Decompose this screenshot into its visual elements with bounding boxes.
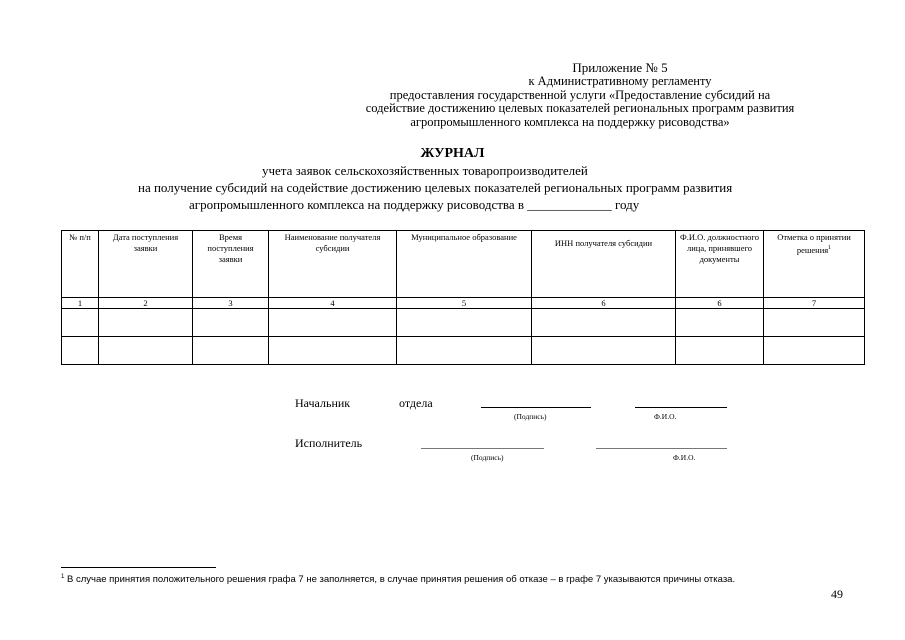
column-number: 5 [397, 298, 532, 309]
table-cell [193, 337, 269, 365]
executor-signature-line [421, 448, 544, 449]
table-header-row [62, 231, 865, 298]
appendix-regulation: к Административному регламенту [528, 74, 712, 88]
header-cell: № п/п [62, 231, 99, 298]
table-cell [269, 309, 397, 337]
page-number: 49 [831, 587, 843, 601]
header-cell: Муниципальное образование [397, 231, 532, 298]
table-cell [397, 337, 532, 365]
chief-name-caption: Ф.И.О. [654, 412, 677, 421]
table-cell [676, 337, 764, 365]
chief-signature-line [481, 407, 591, 408]
header-cell-text: Отметка о принятии решения [777, 232, 851, 255]
column-number: 7 [764, 298, 865, 309]
subtitle-line-3: агропромышленного комплекса на поддержку рисоводства в _____________ году [189, 197, 640, 212]
footnote [61, 574, 735, 585]
table-cell [62, 337, 99, 365]
table-row [62, 337, 865, 365]
column-number: 6 [676, 298, 764, 309]
page-title: ЖУРНАЛ [420, 146, 485, 161]
appendix-service-line: предоставления государственной услуги «Предоставление субсидий на [389, 88, 771, 102]
table-cell [62, 309, 99, 337]
table-cell [99, 309, 193, 337]
executor-signature-caption: (Подпись) [471, 453, 504, 462]
subtitle-line-2: на получение субсидий на содействие достижению целевых показателей региональных программ развития [138, 180, 733, 195]
table-number-row [62, 298, 865, 309]
header-cell: Наименование получателя субсидии [269, 231, 397, 298]
header-cell-text: ИНН получателя субсидии [554, 238, 653, 248]
header-cell: Ф.И.О. должностного лица, принявшего документы [676, 231, 764, 298]
table-cell [532, 337, 676, 365]
table-cell [764, 309, 865, 337]
footnote-separator [61, 567, 216, 568]
header-cell [532, 231, 676, 298]
header-cell [764, 231, 865, 298]
appendix-complex-line: агропромышленного комплекса на поддержку рисоводства» [410, 115, 730, 129]
table-cell [99, 337, 193, 365]
table-cell [269, 337, 397, 365]
table-row [62, 309, 865, 337]
appendix-goal-line: содействие достижению целевых показателей региональных программ развития [365, 101, 795, 115]
executor-name-line [596, 448, 727, 449]
executor-label: Исполнитель [295, 436, 363, 450]
column-number: 6 [532, 298, 676, 309]
header-cell: Дата поступления заявки [99, 231, 193, 298]
chief-label: Начальник [295, 396, 351, 410]
column-number: 4 [269, 298, 397, 309]
header-cell: Время поступления заявки [193, 231, 269, 298]
column-number: 2 [99, 298, 193, 309]
footnote-ref: 1 [828, 245, 832, 251]
table-cell [193, 309, 269, 337]
chief-name-line [635, 407, 727, 408]
column-number: 1 [62, 298, 99, 309]
table-cell [397, 309, 532, 337]
table-cell [764, 337, 865, 365]
appendix-number: Приложение № 5 [572, 60, 668, 75]
footnote-text: В случае принятия положительного решения графа 7 не заполняется, в случае принятия решения об отказе – в графе 7 указываются причины отказа. [64, 574, 736, 586]
table-cell [532, 309, 676, 337]
table-cell [676, 309, 764, 337]
subtitle-line-1: учета заявок сельскохозяйственных товаропроизводителей [262, 163, 588, 178]
footnote-marker: 1 [61, 574, 65, 580]
journal-table [61, 230, 865, 365]
executor-name-caption: Ф.И.О. [673, 453, 696, 462]
department-label: отдела [399, 396, 433, 410]
column-number: 3 [193, 298, 269, 309]
chief-signature-caption: (Подпись) [514, 412, 547, 421]
